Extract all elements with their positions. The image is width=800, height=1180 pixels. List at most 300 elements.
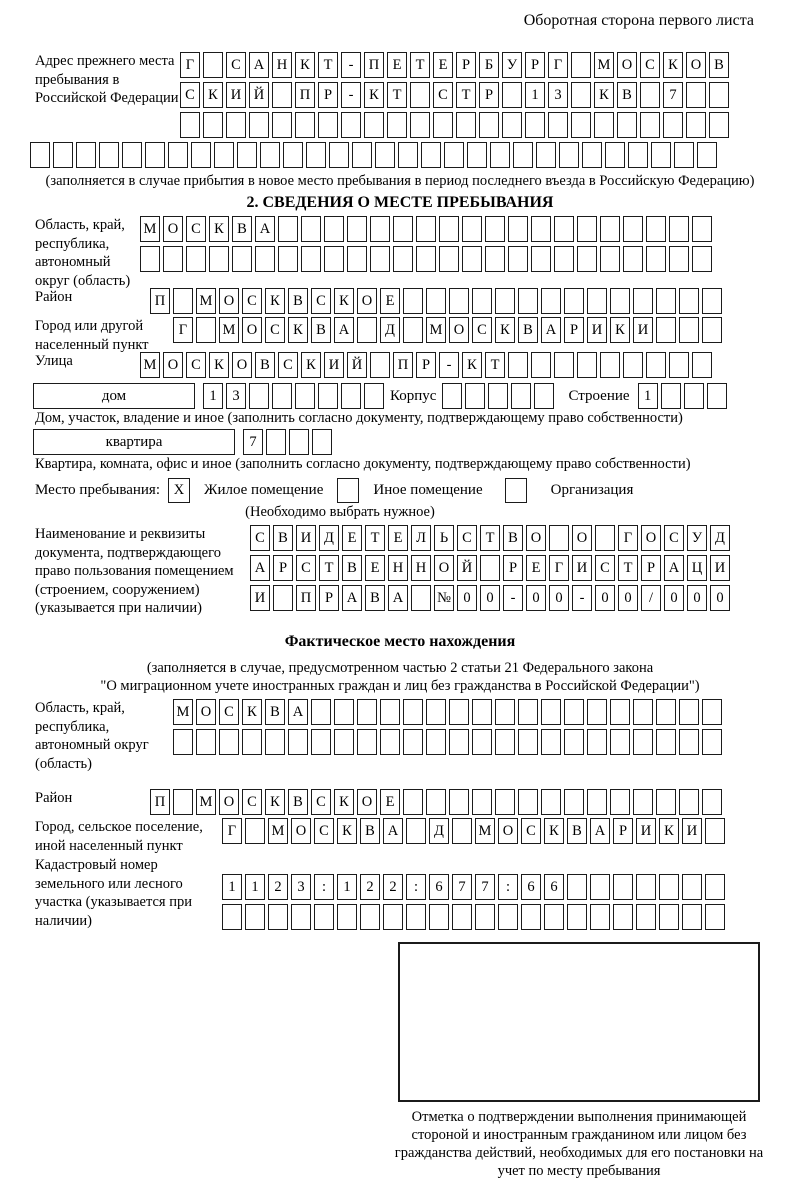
char-cell[interactable]: В	[288, 789, 308, 815]
char-cell[interactable]	[222, 904, 242, 930]
char-cell[interactable]	[536, 142, 556, 168]
char-cell[interactable]: И	[250, 585, 270, 611]
char-cell[interactable]: :	[406, 874, 426, 900]
char-cell[interactable]: :	[498, 874, 518, 900]
char-cell[interactable]	[380, 729, 400, 755]
char-cell[interactable]	[472, 699, 492, 725]
char-cell[interactable]	[360, 904, 380, 930]
char-cell[interactable]: Р	[319, 585, 339, 611]
char-cell[interactable]	[636, 904, 656, 930]
char-cell[interactable]	[564, 288, 584, 314]
char-cell[interactable]	[707, 383, 727, 409]
char-cell[interactable]	[411, 585, 431, 611]
char-cell[interactable]: Г	[548, 52, 568, 78]
char-cell[interactable]	[203, 52, 223, 78]
char-cell[interactable]: С	[278, 352, 298, 378]
char-cell[interactable]: А	[250, 555, 270, 581]
char-cell[interactable]	[656, 317, 676, 343]
char-cell[interactable]	[439, 246, 459, 272]
char-cell[interactable]	[337, 904, 357, 930]
char-cell[interactable]	[679, 789, 699, 815]
char-cell[interactable]	[508, 246, 528, 272]
char-cell[interactable]	[318, 383, 338, 409]
char-cell[interactable]: Р	[479, 82, 499, 108]
char-cell[interactable]	[265, 729, 285, 755]
char-cell[interactable]: С	[311, 789, 331, 815]
char-cell[interactable]	[429, 904, 449, 930]
char-cell[interactable]	[623, 216, 643, 242]
char-cell[interactable]	[640, 112, 660, 138]
char-cell[interactable]: Е	[433, 52, 453, 78]
char-cell[interactable]: 2	[360, 874, 380, 900]
char-cell[interactable]	[426, 729, 446, 755]
char-cell[interactable]	[173, 729, 193, 755]
char-cell[interactable]: Д	[319, 525, 339, 551]
char-cell[interactable]	[352, 142, 372, 168]
char-cell[interactable]	[554, 216, 574, 242]
char-cell[interactable]	[663, 112, 683, 138]
char-cell[interactable]	[347, 216, 367, 242]
char-cell[interactable]	[444, 142, 464, 168]
char-cell[interactable]: Р	[641, 555, 661, 581]
char-cell[interactable]: Н	[272, 52, 292, 78]
char-cell[interactable]	[416, 246, 436, 272]
char-cell[interactable]: 0	[480, 585, 500, 611]
char-cell[interactable]: Б	[479, 52, 499, 78]
char-cell[interactable]: 1	[337, 874, 357, 900]
inoe-checkbox[interactable]	[337, 478, 359, 503]
char-cell[interactable]: О	[641, 525, 661, 551]
char-cell[interactable]: Т	[319, 555, 339, 581]
char-cell[interactable]	[564, 699, 584, 725]
char-cell[interactable]: М	[140, 352, 160, 378]
char-cell[interactable]: Г	[549, 555, 569, 581]
char-cell[interactable]: М	[594, 52, 614, 78]
char-cell[interactable]	[549, 525, 569, 551]
char-cell[interactable]: В	[342, 555, 362, 581]
char-cell[interactable]: -	[341, 82, 361, 108]
char-cell[interactable]	[295, 383, 315, 409]
char-cell[interactable]	[312, 429, 332, 455]
char-cell[interactable]	[485, 246, 505, 272]
char-cell[interactable]	[587, 729, 607, 755]
char-cell[interactable]: Е	[342, 525, 362, 551]
char-cell[interactable]: И	[587, 317, 607, 343]
char-cell[interactable]: В	[365, 585, 385, 611]
char-cell[interactable]	[406, 818, 426, 844]
char-cell[interactable]: Т	[480, 525, 500, 551]
char-cell[interactable]	[554, 246, 574, 272]
char-cell[interactable]: В	[709, 52, 729, 78]
char-cell[interactable]: П	[295, 82, 315, 108]
zhiloe-checkbox[interactable]: X	[168, 478, 190, 503]
char-cell[interactable]: К	[663, 52, 683, 78]
char-cell[interactable]	[705, 904, 725, 930]
char-cell[interactable]	[140, 246, 160, 272]
char-cell[interactable]: 1	[222, 874, 242, 900]
char-cell[interactable]	[679, 699, 699, 725]
char-cell[interactable]	[656, 288, 676, 314]
char-cell[interactable]: О	[357, 288, 377, 314]
char-cell[interactable]	[318, 112, 338, 138]
char-cell[interactable]	[633, 288, 653, 314]
char-cell[interactable]	[452, 818, 472, 844]
char-cell[interactable]	[495, 789, 515, 815]
char-cell[interactable]: К	[544, 818, 564, 844]
char-cell[interactable]	[291, 904, 311, 930]
char-cell[interactable]	[311, 699, 331, 725]
char-cell[interactable]	[684, 383, 704, 409]
char-cell[interactable]	[232, 246, 252, 272]
char-cell[interactable]	[255, 246, 275, 272]
char-cell[interactable]	[656, 699, 676, 725]
char-cell[interactable]: Н	[411, 555, 431, 581]
char-cell[interactable]	[387, 112, 407, 138]
char-cell[interactable]	[311, 729, 331, 755]
char-cell[interactable]: А	[288, 699, 308, 725]
char-cell[interactable]	[465, 383, 485, 409]
char-cell[interactable]	[682, 904, 702, 930]
char-cell[interactable]: Й	[457, 555, 477, 581]
char-cell[interactable]	[268, 904, 288, 930]
char-cell[interactable]: Е	[365, 555, 385, 581]
char-cell[interactable]: С	[242, 789, 262, 815]
char-cell[interactable]	[587, 288, 607, 314]
char-cell[interactable]	[531, 216, 551, 242]
char-cell[interactable]	[173, 288, 193, 314]
char-cell[interactable]: К	[462, 352, 482, 378]
char-cell[interactable]	[283, 142, 303, 168]
char-cell[interactable]	[99, 142, 119, 168]
char-cell[interactable]	[610, 288, 630, 314]
char-cell[interactable]: О	[163, 352, 183, 378]
char-cell[interactable]	[449, 288, 469, 314]
char-cell[interactable]: К	[265, 789, 285, 815]
char-cell[interactable]	[439, 216, 459, 242]
char-cell[interactable]: С	[314, 818, 334, 844]
char-cell[interactable]	[173, 789, 193, 815]
char-cell[interactable]: Т	[387, 82, 407, 108]
char-cell[interactable]	[278, 246, 298, 272]
char-cell[interactable]	[686, 82, 706, 108]
char-cell[interactable]: О	[572, 525, 592, 551]
char-cell[interactable]	[705, 874, 725, 900]
char-cell[interactable]	[209, 246, 229, 272]
char-cell[interactable]	[145, 142, 165, 168]
char-cell[interactable]: -	[341, 52, 361, 78]
char-cell[interactable]	[623, 352, 643, 378]
char-cell[interactable]	[186, 246, 206, 272]
char-cell[interactable]: А	[664, 555, 684, 581]
char-cell[interactable]: С	[311, 288, 331, 314]
char-cell[interactable]	[357, 729, 377, 755]
char-cell[interactable]	[571, 82, 591, 108]
char-cell[interactable]	[594, 112, 614, 138]
char-cell[interactable]	[541, 288, 561, 314]
char-cell[interactable]: В	[311, 317, 331, 343]
char-cell[interactable]: О	[219, 288, 239, 314]
char-cell[interactable]: /	[641, 585, 661, 611]
char-cell[interactable]	[288, 729, 308, 755]
char-cell[interactable]	[600, 352, 620, 378]
char-cell[interactable]: К	[594, 82, 614, 108]
char-cell[interactable]	[357, 317, 377, 343]
char-cell[interactable]	[249, 383, 269, 409]
char-cell[interactable]	[518, 288, 538, 314]
char-cell[interactable]: О	[498, 818, 518, 844]
char-cell[interactable]	[502, 82, 522, 108]
char-cell[interactable]	[334, 729, 354, 755]
char-cell[interactable]	[314, 904, 334, 930]
char-cell[interactable]	[656, 789, 676, 815]
char-cell[interactable]: :	[314, 874, 334, 900]
char-cell[interactable]: П	[393, 352, 413, 378]
char-cell[interactable]	[548, 112, 568, 138]
char-cell[interactable]	[334, 699, 354, 725]
char-cell[interactable]	[341, 383, 361, 409]
char-cell[interactable]: Р	[318, 82, 338, 108]
char-cell[interactable]: А	[334, 317, 354, 343]
char-cell[interactable]	[495, 288, 515, 314]
char-cell[interactable]	[495, 729, 515, 755]
char-cell[interactable]	[180, 112, 200, 138]
char-cell[interactable]	[226, 112, 246, 138]
char-cell[interactable]: В	[288, 288, 308, 314]
char-cell[interactable]: Р	[273, 555, 293, 581]
char-cell[interactable]: К	[337, 818, 357, 844]
char-cell[interactable]	[633, 699, 653, 725]
char-cell[interactable]	[242, 729, 262, 755]
char-cell[interactable]	[674, 142, 694, 168]
char-cell[interactable]: К	[265, 288, 285, 314]
char-cell[interactable]	[541, 729, 561, 755]
char-cell[interactable]	[692, 246, 712, 272]
char-cell[interactable]	[53, 142, 73, 168]
char-cell[interactable]: В	[518, 317, 538, 343]
char-cell[interactable]: К	[610, 317, 630, 343]
char-cell[interactable]	[541, 699, 561, 725]
char-cell[interactable]: С	[186, 352, 206, 378]
char-cell[interactable]	[600, 216, 620, 242]
char-cell[interactable]: 7	[663, 82, 683, 108]
char-cell[interactable]: Р	[613, 818, 633, 844]
char-cell[interactable]: №	[434, 585, 454, 611]
char-cell[interactable]	[196, 317, 216, 343]
char-cell[interactable]	[289, 429, 309, 455]
char-cell[interactable]	[518, 729, 538, 755]
char-cell[interactable]: 2	[268, 874, 288, 900]
char-cell[interactable]	[406, 904, 426, 930]
char-cell[interactable]	[705, 818, 725, 844]
char-cell[interactable]: Р	[564, 317, 584, 343]
char-cell[interactable]	[214, 142, 234, 168]
char-cell[interactable]	[544, 904, 564, 930]
char-cell[interactable]: С	[180, 82, 200, 108]
char-cell[interactable]: О	[242, 317, 262, 343]
char-cell[interactable]: К	[334, 288, 354, 314]
char-cell[interactable]: Г	[180, 52, 200, 78]
char-cell[interactable]	[511, 383, 531, 409]
char-cell[interactable]: Е	[526, 555, 546, 581]
char-cell[interactable]	[410, 112, 430, 138]
char-cell[interactable]	[669, 246, 689, 272]
char-cell[interactable]: С	[664, 525, 684, 551]
char-cell[interactable]	[513, 142, 533, 168]
char-cell[interactable]: 3	[548, 82, 568, 108]
char-cell[interactable]: С	[595, 555, 615, 581]
char-cell[interactable]	[502, 112, 522, 138]
char-cell[interactable]	[702, 699, 722, 725]
char-cell[interactable]	[480, 555, 500, 581]
char-cell[interactable]: Д	[429, 818, 449, 844]
char-cell[interactable]	[163, 246, 183, 272]
char-cell[interactable]: Е	[380, 288, 400, 314]
char-cell[interactable]	[76, 142, 96, 168]
char-cell[interactable]	[656, 729, 676, 755]
char-cell[interactable]	[669, 352, 689, 378]
char-cell[interactable]: В	[273, 525, 293, 551]
char-cell[interactable]: С	[242, 288, 262, 314]
char-cell[interactable]: Р	[416, 352, 436, 378]
char-cell[interactable]	[508, 352, 528, 378]
char-cell[interactable]	[531, 352, 551, 378]
char-cell[interactable]	[702, 729, 722, 755]
char-cell[interactable]: К	[301, 352, 321, 378]
dom-box[interactable]: дом	[33, 383, 195, 409]
char-cell[interactable]: К	[209, 216, 229, 242]
char-cell[interactable]	[370, 216, 390, 242]
char-cell[interactable]	[357, 699, 377, 725]
char-cell[interactable]	[472, 789, 492, 815]
char-cell[interactable]	[462, 246, 482, 272]
char-cell[interactable]: М	[268, 818, 288, 844]
char-cell[interactable]: А	[255, 216, 275, 242]
char-cell[interactable]	[467, 142, 487, 168]
char-cell[interactable]	[521, 904, 541, 930]
char-cell[interactable]	[416, 216, 436, 242]
char-cell[interactable]: С	[472, 317, 492, 343]
char-cell[interactable]	[567, 904, 587, 930]
char-cell[interactable]: И	[296, 525, 316, 551]
char-cell[interactable]: К	[209, 352, 229, 378]
char-cell[interactable]: 1	[525, 82, 545, 108]
char-cell[interactable]	[364, 112, 384, 138]
char-cell[interactable]: Й	[347, 352, 367, 378]
char-cell[interactable]	[426, 699, 446, 725]
char-cell[interactable]	[452, 904, 472, 930]
char-cell[interactable]: М	[219, 317, 239, 343]
char-cell[interactable]: К	[659, 818, 679, 844]
char-cell[interactable]	[30, 142, 50, 168]
char-cell[interactable]	[393, 216, 413, 242]
char-cell[interactable]	[577, 352, 597, 378]
char-cell[interactable]: У	[502, 52, 522, 78]
char-cell[interactable]	[640, 82, 660, 108]
char-cell[interactable]	[564, 789, 584, 815]
char-cell[interactable]: 3	[226, 383, 246, 409]
char-cell[interactable]: -	[572, 585, 592, 611]
char-cell[interactable]	[702, 317, 722, 343]
char-cell[interactable]: Р	[525, 52, 545, 78]
char-cell[interactable]: Т	[485, 352, 505, 378]
char-cell[interactable]	[686, 112, 706, 138]
char-cell[interactable]: В	[255, 352, 275, 378]
char-cell[interactable]	[191, 142, 211, 168]
char-cell[interactable]: С	[521, 818, 541, 844]
char-cell[interactable]	[692, 352, 712, 378]
org-checkbox[interactable]	[505, 478, 527, 503]
char-cell[interactable]	[301, 246, 321, 272]
char-cell[interactable]	[679, 288, 699, 314]
char-cell[interactable]	[456, 112, 476, 138]
char-cell[interactable]: О	[526, 525, 546, 551]
kvartira-box[interactable]: квартира	[33, 429, 235, 455]
char-cell[interactable]	[587, 789, 607, 815]
char-cell[interactable]	[472, 288, 492, 314]
char-cell[interactable]	[709, 112, 729, 138]
char-cell[interactable]	[449, 789, 469, 815]
char-cell[interactable]	[498, 904, 518, 930]
char-cell[interactable]	[571, 52, 591, 78]
char-cell[interactable]: С	[226, 52, 246, 78]
char-cell[interactable]: 7	[452, 874, 472, 900]
char-cell[interactable]: Е	[387, 52, 407, 78]
char-cell[interactable]	[669, 216, 689, 242]
char-cell[interactable]	[273, 585, 293, 611]
char-cell[interactable]: Д	[710, 525, 730, 551]
char-cell[interactable]	[403, 288, 423, 314]
char-cell[interactable]	[564, 729, 584, 755]
char-cell[interactable]: Г	[173, 317, 193, 343]
char-cell[interactable]: 1	[245, 874, 265, 900]
char-cell[interactable]	[702, 288, 722, 314]
char-cell[interactable]: 1	[638, 383, 658, 409]
char-cell[interactable]	[525, 112, 545, 138]
char-cell[interactable]	[661, 383, 681, 409]
char-cell[interactable]	[534, 383, 554, 409]
char-cell[interactable]: Г	[618, 525, 638, 551]
char-cell[interactable]	[577, 216, 597, 242]
char-cell[interactable]: К	[364, 82, 384, 108]
char-cell[interactable]: С	[219, 699, 239, 725]
char-cell[interactable]: Р	[503, 555, 523, 581]
char-cell[interactable]: И	[710, 555, 730, 581]
char-cell[interactable]: С	[640, 52, 660, 78]
char-cell[interactable]	[421, 142, 441, 168]
char-cell[interactable]: К	[334, 789, 354, 815]
char-cell[interactable]: Ц	[687, 555, 707, 581]
char-cell[interactable]	[485, 216, 505, 242]
char-cell[interactable]: 0	[618, 585, 638, 611]
char-cell[interactable]: 7	[243, 429, 263, 455]
char-cell[interactable]	[541, 789, 561, 815]
char-cell[interactable]: М	[196, 288, 216, 314]
char-cell[interactable]: О	[434, 555, 454, 581]
char-cell[interactable]: Ь	[434, 525, 454, 551]
char-cell[interactable]: Й	[249, 82, 269, 108]
char-cell[interactable]	[237, 142, 257, 168]
char-cell[interactable]: В	[265, 699, 285, 725]
char-cell[interactable]	[679, 729, 699, 755]
char-cell[interactable]: О	[219, 789, 239, 815]
char-cell[interactable]: 6	[429, 874, 449, 900]
char-cell[interactable]: -	[503, 585, 523, 611]
char-cell[interactable]: И	[682, 818, 702, 844]
char-cell[interactable]: Т	[365, 525, 385, 551]
char-cell[interactable]	[403, 789, 423, 815]
char-cell[interactable]: С	[186, 216, 206, 242]
char-cell[interactable]: 6	[544, 874, 564, 900]
